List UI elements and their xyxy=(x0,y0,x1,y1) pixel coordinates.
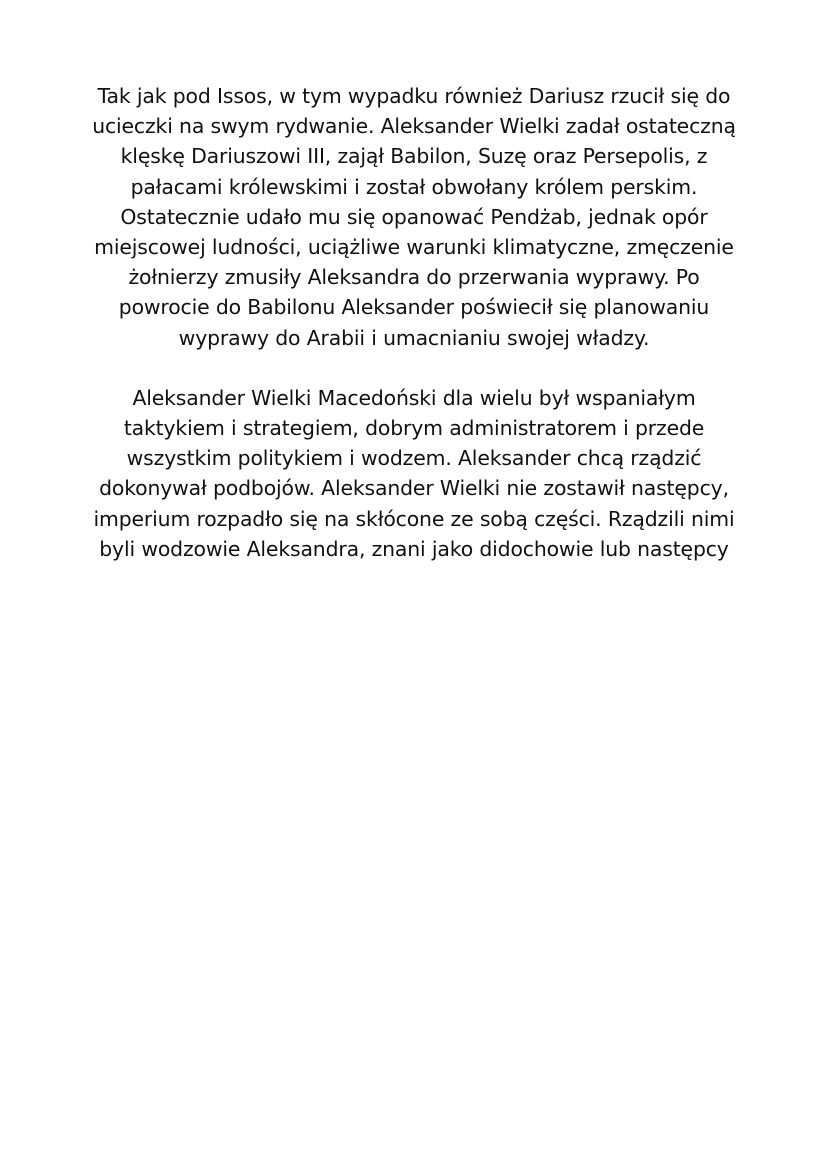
text-line: Aleksander Wielki Macedoński dla wielu był wspaniałym xyxy=(132,385,696,410)
text-line: ucieczki na swym rydwanie. Aleksander Wielki zadał ostateczną xyxy=(92,114,736,139)
text-line: wyprawy do Arabii i umacnianiu swojej władzy. xyxy=(178,325,650,350)
document-body xyxy=(60,81,768,564)
text-line: żołnierzy zmusiły Aleksandra do przerwania wyprawy. Po xyxy=(128,265,700,290)
text-line: dokonywał podbojów. Aleksander Wielki nie zostawił następcy, xyxy=(99,476,729,501)
text-line: imperium rozpadło się na skłócone ze sobą części. Rządzili nimi xyxy=(93,506,735,531)
text-line: taktykiem i strategiem, dobrym administratorem i przede xyxy=(123,416,705,441)
text-line: pałacami królewskimi i został obwołany królem perskim. xyxy=(130,174,698,199)
paragraph-2 xyxy=(60,383,768,564)
paragraph-1 xyxy=(60,81,768,353)
text-line: Ostatecznie udało mu się opanować Pendżab, jednak opór xyxy=(120,204,708,229)
text-line: klęskę Dariuszowi III, zajął Babilon, Suzę oraz Persepolis, z xyxy=(120,144,708,169)
text-line: powrocie do Babilonu Aleksander poświecił się planowaniu xyxy=(118,295,710,320)
text-line: miejscowej ludności, uciążliwe warunki klimatyczne, zmęczenie xyxy=(94,235,734,260)
text-line: Tak jak pod Issos, w tym wypadku również Dariusz rzucił się do xyxy=(97,84,731,108)
text-line: byli wodzowie Aleksandra, znani jako didochowie lub następcy xyxy=(99,536,729,561)
text-line: wszystkim politykiem i wodzem. Aleksander chcą rządzić xyxy=(126,446,702,471)
